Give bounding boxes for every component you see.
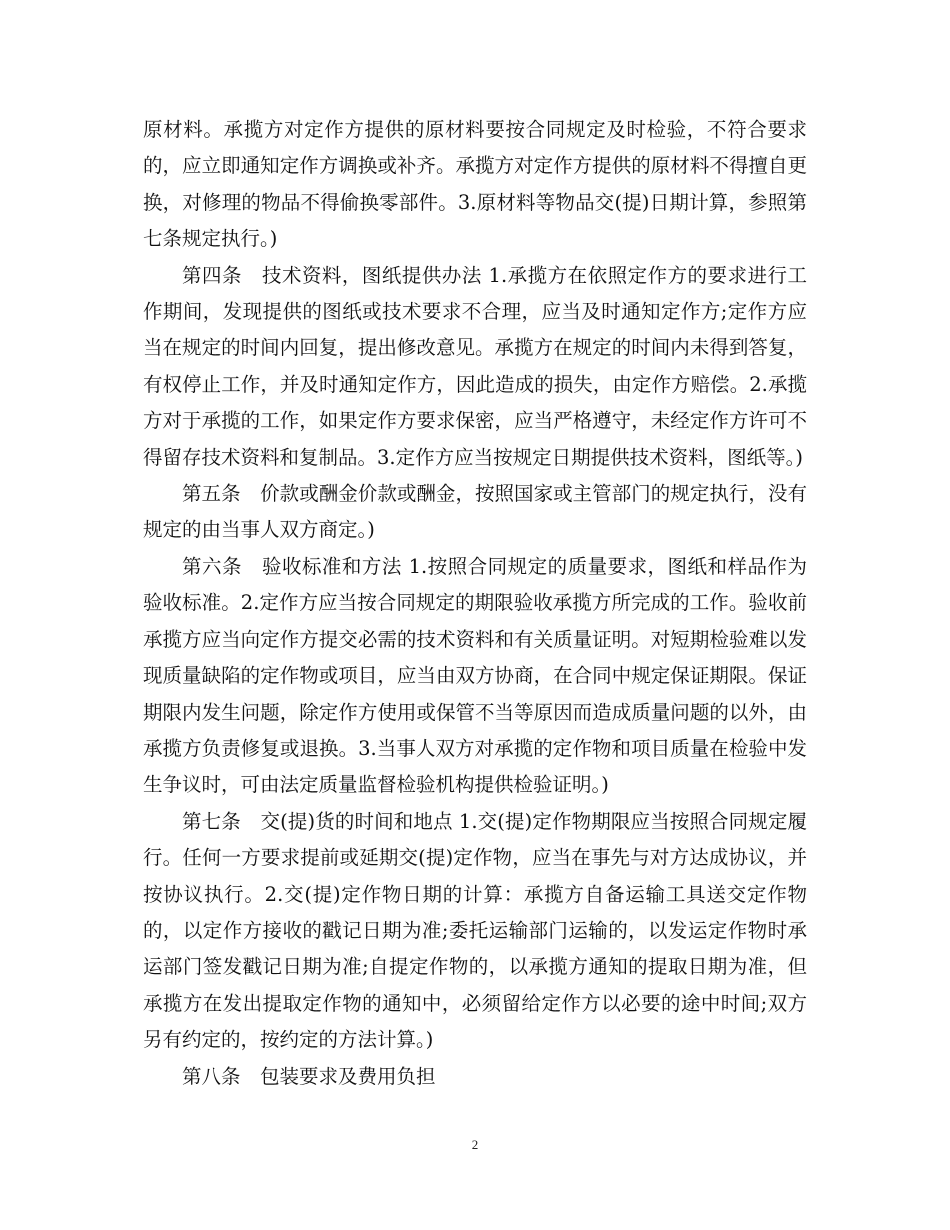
page-number: 2 — [471, 1137, 479, 1152]
paragraph-continuation-raw-materials: 原材料。承揽方对定作方提供的原材料要按合同规定及时检验，不符合要求的，应立即通知定作方调换或补齐。承揽方对定作方提供的原材料不得擅自更换，对修理的物品不得偷换零部件。3.原材料等物品交(提)日期计算，参照第七条规定执行。) — [143, 118, 807, 251]
paragraph-article-5: 第五条 价款或酬金价款或酬金，按照国家或主管部门的规定执行，没有规定的由当事人双方商定。) — [143, 482, 807, 542]
paragraph-article-4: 第四条 技术资料，图纸提供办法 1.承揽方在依照定作方的要求进行工作期间，发现提供的图纸或技术要求不合理，应当及时通知定作方;定作方应当在规定的时间内回复，提出修改意见。承揽方在规定的时间内未得到答复，有权停止工作，并及时通知定作方，因此造成的损失，由定作方赔偿。2.承揽方对于承揽的工作，如果定作方要求保密，应当严格遵守，未经定作方许可不得留存技术资料和复制品。3.定作方应当按规定日期提供技术资料，图纸等。) — [143, 263, 807, 469]
paragraph-article-8: 第八条 包装要求及费用负担 — [182, 1064, 436, 1088]
paragraph-article-6: 第六条 验收标准和方法 1.按照合同规定的质量要求，图纸和样品作为验收标准。2.定作方应当按合同规定的期限验收承揽方所完成的工作。验收前承揽方应当向定作方提交必需的技术资料和有关质量证明。对短期检验难以发现质量缺陷的定作物或项目，应当由双方协商，在合同中规定保证期限。保证期限内发生问题，除定作方使用或保管不当等原因而造成质量问题的以外，由承揽方负责修复或退换。3.当事人双方对承揽的定作物和项目质量在检验中发生争议时，可由法定质量监督检验机构提供检验证明。) — [143, 554, 807, 797]
paragraph-article-7: 第七条 交(提)货的时间和地点 1.交(提)定作物期限应当按照合同规定履行。任何一方要求提前或延期交(提)定作物，应当在事先与对方达成协议，并按协议执行。2.交(提)定作物日期的计算：承揽方自备运输工具送交定作物的，以定作方接收的戳记日期为准;委托运输部门运输的，以发运定作物时承运部门签发戳记日期为准;自提定作物的，以承揽方通知的提取日期为准，但承揽方在发出提取定作物的通知中，必须留给定作方以必要的途中时间;双方另有约定的，按约定的方法计算。) — [143, 809, 807, 1052]
document-body — [143, 112, 807, 1095]
